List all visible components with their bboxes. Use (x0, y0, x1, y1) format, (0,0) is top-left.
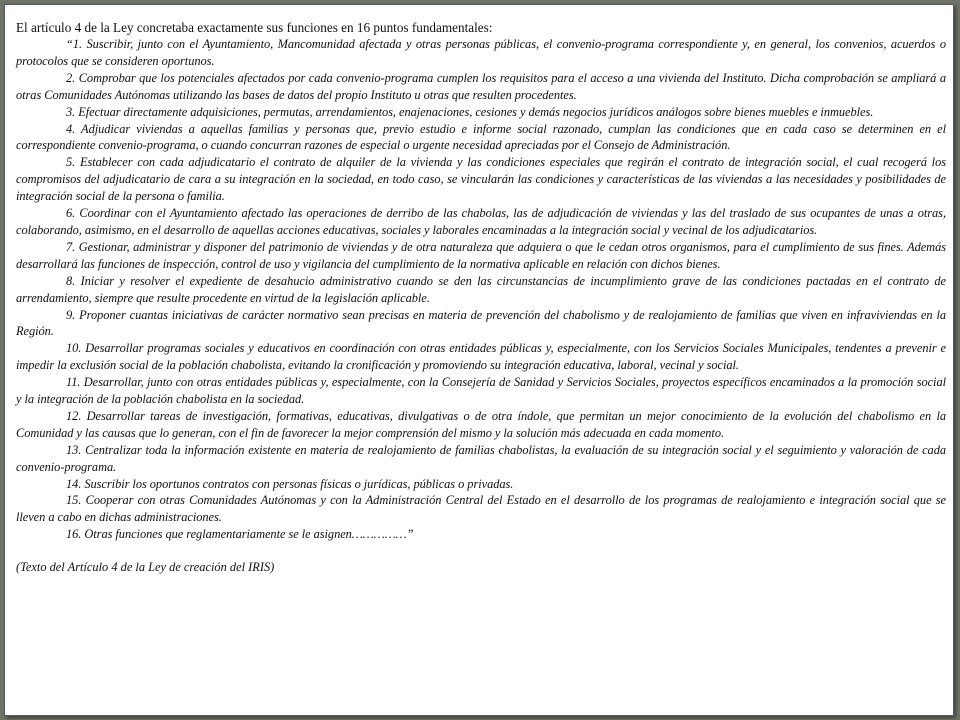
list-item: 15. Cooperar con otras Comunidades Autónomas y con la Administración Central del Estado en el desarrollo de los programas de realojamiento e integración social que se lleven a cabo en dichas administraciones. (16, 493, 946, 525)
list-item: 8. Iniciar y resolver el expediente de desahucio administrativo cuando se den las circunstancias de incumplimiento grave de las condiciones pactadas en el contrato de arrendamiento, siempre que resulte procedente en virtud de la legislación aplicable. (16, 273, 946, 305)
spacer (16, 543, 946, 559)
source-citation: (Texto del Artículo 4 de la Ley de creación del IRIS) (16, 560, 275, 575)
list-item: 12. Desarrollar tareas de investigación, formativas, educativas, divulgativas o de otra índole, que permitan un mejor conocimiento de la evolución del chabolismo en la Comunidad y las causas que lo generan, con el fin de favorecer la mejor comprensión del mismo y la solución más adecuada en cada momento. (16, 408, 946, 440)
list-item: 14. Suscribir los oportunos contratos con personas físicas o jurídicas, públicas o privadas. (66, 476, 514, 491)
list-item: 4. Adjudicar viviendas a aquellas familias y personas que, previo estudio e informe social razonado, cumplan las condiciones que en cada caso se determinen en el correspondiente convenio-programa, o cuando concurran razones de especial o urgente necesidad apreciadas por el Consejo de Administración. (16, 121, 946, 153)
list-item: 7. Gestionar, administrar y disponer del patrimonio de viviendas y de otra naturaleza que adquiera o que le cedan otros organismos, para el cumplimiento de sus fines. Además desarrollará las funciones de inspección, control de uso y vigilancia del cumplimiento de la normativa aplicable en relación con dichos bienes. (16, 239, 946, 271)
list-item: 11. Desarrollar, junto con otras entidades públicas y, especialmente, con la Consejería de Sanidad y Servicios Sociales, proyectos específicos encaminados a la promoción social y la integración de la población chabolista en la sociedad. (16, 375, 946, 407)
document-panel (4, 4, 954, 716)
list-item: 5. Establecer con cada adjudicatario el contrato de alquiler de la vivienda y las condiciones especiales que regirán el contrato de integración social, el cual recogerá los compromisos del adjudicatario de cara a su integración en la sociedad, en todo caso, se vincularán las condiciones y características de las viviendas a las necesidades y posibilidades de integración social de la persona o familia. (16, 155, 946, 204)
list-item: “1. Suscribir, junto con el Ayuntamiento, Mancomunidad afectada y otras personas públicas, el convenio-programa correspondiente y, en general, los convenios, acuerdos o protocolos que se consideren oportunos. (16, 37, 946, 68)
list-item: 13. Centralizar toda la información existente en materia de realojamiento de familias chabolistas, la evaluación de su integración social y el seguimiento y valoración de cada convenio-programa. (16, 442, 946, 474)
list-item: 16. Otras funciones que reglamentariamente se le asignen……………” (66, 527, 414, 542)
function-list (16, 36, 946, 543)
list-item: 2. Comprobar que los potenciales afectados por cada convenio-programa cumplen los requisitos para el acceso a una vivienda del Instituto. Dicha comprobación se ampliará a otras Comunidades Autónomas utilizando las bases de datos del propio Instituto u otras que resulten procedentes. (16, 70, 946, 102)
list-item: 6. Coordinar con el Ayuntamiento afectado las operaciones de derribo de las chabolas, las de adjudicación de viviendas y las del traslado de sus ocupantes de unas a otras, colaborando, asimismo, en el desarrollo de aquellas acciones educativas, sociales y laborales encaminadas a la integración social y vecinal de los adjudicatarios. (16, 206, 946, 237)
intro-text: El artículo 4 de la Ley concretaba exactamente sus funciones en 16 puntos fundamentales: (16, 20, 493, 35)
list-item: 3. Efectuar directamente adquisiciones, permutas, arrendamientos, enajenaciones, cesiones y demás negocios jurídicos análogos sobre bienes muebles e inmuebles. (66, 104, 874, 119)
list-item: 10. Desarrollar programas sociales y educativos en coordinación con otras entidades públicas y, especialmente, con los Servicios Sociales Municipales, tendentes a prevenir e impedir la exclusión social de la población chabolista, evitando la cronificación y promoviendo su integración educativa, laboral, vecinal y social. (16, 341, 946, 373)
list-item: 9. Proponer cuantas iniciativas de carácter normativo sean precisas en materia de prevención del chabolismo y de realojamiento de familias que viven en infraviviendas en la Región. (16, 307, 946, 339)
